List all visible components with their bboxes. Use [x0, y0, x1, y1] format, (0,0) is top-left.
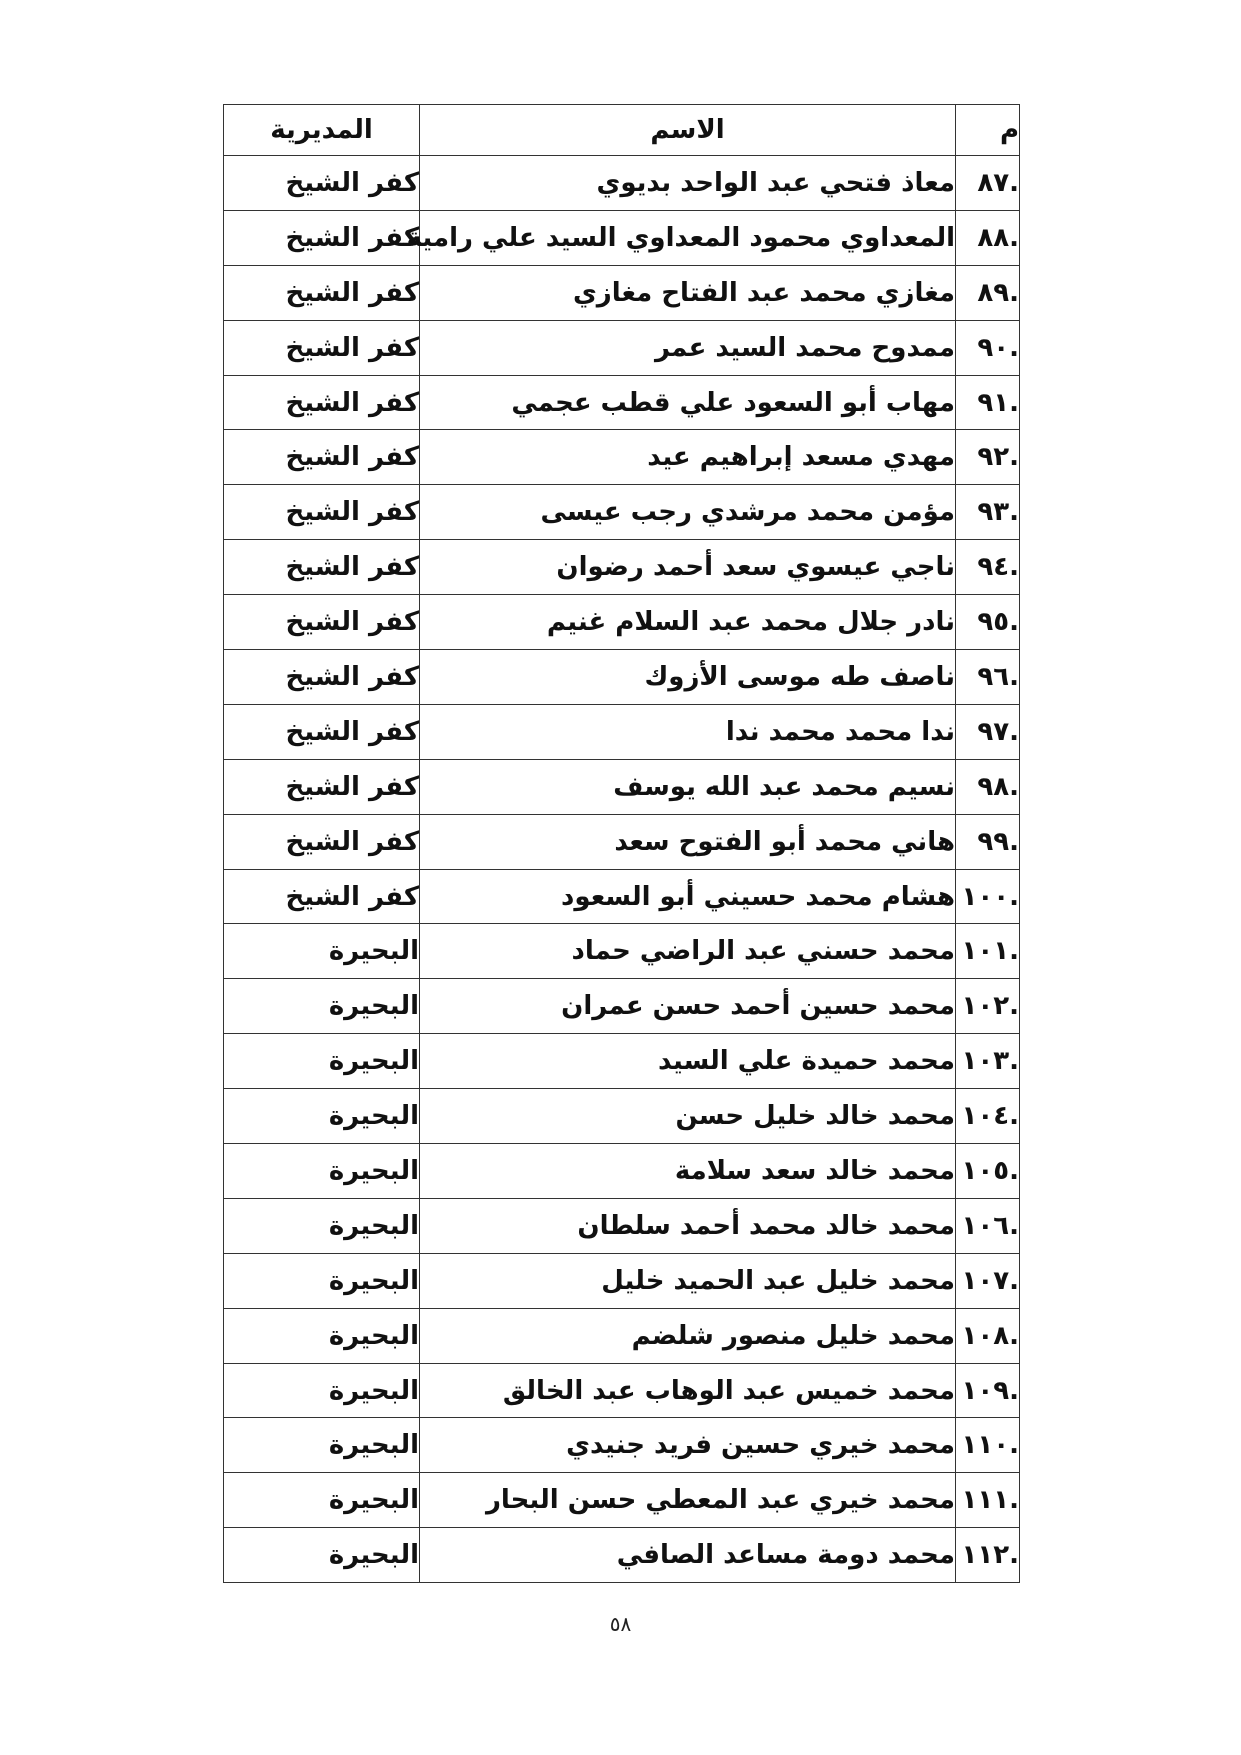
governorate-cell: كفر الشيخ [224, 156, 420, 211]
table-body [224, 156, 1020, 1583]
table-row [224, 1144, 1020, 1199]
governorate-cell: البحيرة [224, 1308, 420, 1363]
header-name: الاسم [420, 105, 956, 156]
governorate-cell: كفر الشيخ [224, 595, 420, 650]
governorate-cell: البحيرة [224, 1144, 420, 1199]
table-row [224, 210, 1020, 265]
governorate-cell: كفر الشيخ [224, 650, 420, 705]
person-name: محمد خليل عبد الحميد خليل [420, 1253, 956, 1308]
person-name: محمد حميدة علي السيد [420, 1034, 956, 1089]
row-number: .١٠٩ [956, 1363, 1020, 1418]
governorate-cell: البحيرة [224, 1473, 420, 1528]
row-number: .٨٨ [956, 210, 1020, 265]
governorate-cell: كفر الشيخ [224, 704, 420, 759]
row-number: .١٠٤ [956, 1089, 1020, 1144]
table-row [224, 1034, 1020, 1089]
row-number: .١٠٢ [956, 979, 1020, 1034]
governorate-cell: كفر الشيخ [224, 869, 420, 924]
person-name: محمد خالد محمد أحمد سلطان [420, 1198, 956, 1253]
table-row [224, 1528, 1020, 1583]
row-number: .١٠١ [956, 924, 1020, 979]
person-name: محمد خالد خليل حسن [420, 1089, 956, 1144]
governorate-cell: كفر الشيخ [224, 759, 420, 814]
governorate-cell: البحيرة [224, 924, 420, 979]
person-name: مهاب أبو السعود علي قطب عجمي [420, 375, 956, 430]
governorate-cell: كفر الشيخ [224, 430, 420, 485]
person-name: المعداوي محمود المعداوي السيد علي رامية [420, 210, 956, 265]
table-row [224, 814, 1020, 869]
person-name: معاذ فتحي عبد الواحد بديوي [420, 156, 956, 211]
table-row [224, 595, 1020, 650]
table-row [224, 485, 1020, 540]
governorate-cell: كفر الشيخ [224, 320, 420, 375]
table-row [224, 1308, 1020, 1363]
row-number: .٨٩ [956, 265, 1020, 320]
row-number: .٩٢ [956, 430, 1020, 485]
table-row [224, 540, 1020, 595]
person-name: نسيم محمد عبد الله يوسف [420, 759, 956, 814]
person-name: ممدوح محمد السيد عمر [420, 320, 956, 375]
table-row [224, 869, 1020, 924]
row-number: .٩٩ [956, 814, 1020, 869]
table-header [224, 105, 1020, 156]
person-name: مؤمن محمد مرشدي رجب عيسى [420, 485, 956, 540]
person-name: ناجي عيسوي سعد أحمد رضوان [420, 540, 956, 595]
table-row [224, 1473, 1020, 1528]
row-number: .١٠٣ [956, 1034, 1020, 1089]
person-name: محمد حسين أحمد حسن عمران [420, 979, 956, 1034]
person-name: محمد خيري حسين فريد جنيدي [420, 1418, 956, 1473]
table-row [224, 320, 1020, 375]
person-name: هشام محمد حسيني أبو السعود [420, 869, 956, 924]
governorate-cell: البحيرة [224, 1418, 420, 1473]
governorate-cell: البحيرة [224, 1198, 420, 1253]
table-row [224, 1198, 1020, 1253]
page-number: ٥٨ [609, 1612, 632, 1636]
governorate-cell: كفر الشيخ [224, 540, 420, 595]
table-row [224, 759, 1020, 814]
governorate-cell: كفر الشيخ [224, 485, 420, 540]
governorate-cell: البحيرة [224, 1089, 420, 1144]
table-row [224, 704, 1020, 759]
row-number: .٩٨ [956, 759, 1020, 814]
governorate-cell: البحيرة [224, 1528, 420, 1583]
person-name: محمد حسني عبد الراضي حماد [420, 924, 956, 979]
table-row [224, 375, 1020, 430]
row-number: .٩٥ [956, 595, 1020, 650]
row-number: .٩٦ [956, 650, 1020, 705]
names-table [223, 104, 1020, 1583]
row-number: .١١١ [956, 1473, 1020, 1528]
row-number: .١٠٧ [956, 1253, 1020, 1308]
header-governorate: المديرية [224, 105, 420, 156]
row-number: .٩٠ [956, 320, 1020, 375]
table-row [224, 156, 1020, 211]
person-name: محمد خالد سعد سلامة [420, 1144, 956, 1199]
row-number: .٩٤ [956, 540, 1020, 595]
person-name: محمد خيري عبد المعطي حسن البحار [420, 1473, 956, 1528]
table-row [224, 1418, 1020, 1473]
governorate-cell: البحيرة [224, 1034, 420, 1089]
header-number: م [956, 105, 1020, 156]
governorate-cell: كفر الشيخ [224, 814, 420, 869]
person-name: مغازي محمد عبد الفتاح مغازي [420, 265, 956, 320]
row-number: .١١٢ [956, 1528, 1020, 1583]
table-row [224, 430, 1020, 485]
governorate-cell: البحيرة [224, 979, 420, 1034]
row-number: .٩٣ [956, 485, 1020, 540]
row-number: .٩٧ [956, 704, 1020, 759]
table-row [224, 265, 1020, 320]
row-number: .١٠٦ [956, 1198, 1020, 1253]
person-name: محمد خليل منصور شلضم [420, 1308, 956, 1363]
table-row [224, 650, 1020, 705]
governorate-cell: كفر الشيخ [224, 375, 420, 430]
row-number: .٨٧ [956, 156, 1020, 211]
governorate-cell: البحيرة [224, 1253, 420, 1308]
row-number: .١٠٠ [956, 869, 1020, 924]
person-name: محمد دومة مساعد الصافي [420, 1528, 956, 1583]
table-row [224, 924, 1020, 979]
governorate-cell: البحيرة [224, 1363, 420, 1418]
row-number: .١٠٥ [956, 1144, 1020, 1199]
governorate-cell: كفر الشيخ [224, 210, 420, 265]
person-name: ناصف طه موسى الأزوك [420, 650, 956, 705]
person-name: نادر جلال محمد عبد السلام غنيم [420, 595, 956, 650]
row-number: .٩١ [956, 375, 1020, 430]
governorate-cell: كفر الشيخ [224, 265, 420, 320]
row-number: .١٠٨ [956, 1308, 1020, 1363]
person-name: هاني محمد أبو الفتوح سعد [420, 814, 956, 869]
row-number: .١١٠ [956, 1418, 1020, 1473]
person-name: ندا محمد محمد ندا [420, 704, 956, 759]
person-name: مهدي مسعد إبراهيم عيد [420, 430, 956, 485]
table-row [224, 1253, 1020, 1308]
table-row [224, 1363, 1020, 1418]
header-row [224, 105, 1020, 156]
table-row [224, 979, 1020, 1034]
table-row [224, 1089, 1020, 1144]
person-name: محمد خميس عبد الوهاب عبد الخالق [420, 1363, 956, 1418]
